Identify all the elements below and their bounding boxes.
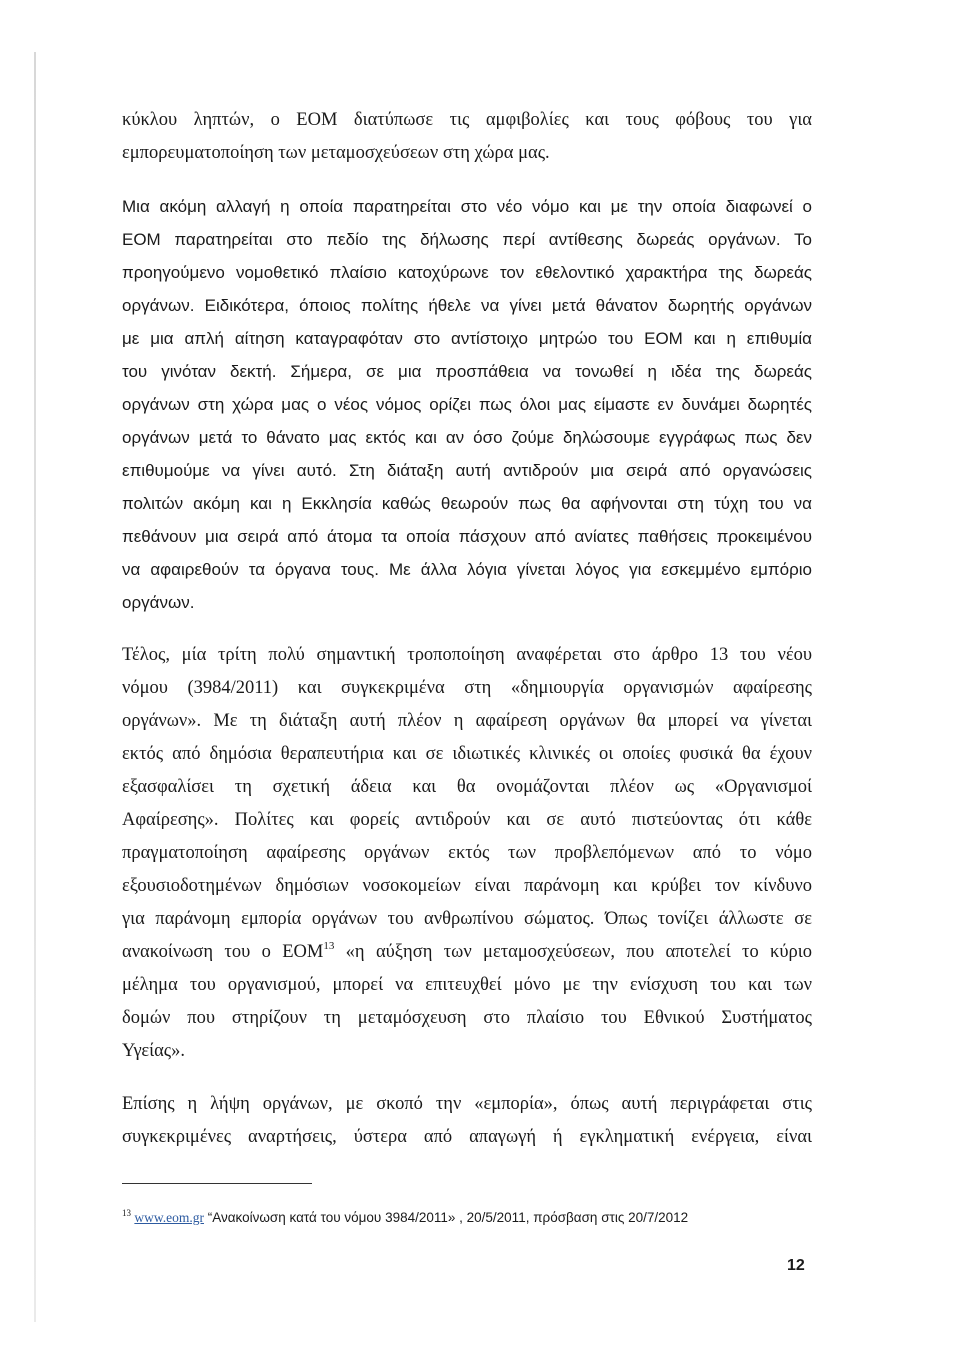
text-line: εξασφαλίσει τη σχετική άδεια και θα ονομάζονται πλέον ως «Οργανισμοί (122, 777, 812, 797)
footnote-link[interactable]: www.eom.gr (134, 1210, 204, 1225)
text-line: του γινόταν δεκτή. Σήμερα, σε μια προσπάθεια να τονωθεί η ιδέα της δωρεάς (122, 362, 812, 381)
paragraph-3 (122, 639, 812, 1068)
text-line: εμπορευματοποίηση των μεταμοσχεύσεων στη χώρα μας. (122, 143, 550, 163)
footnote-marker: 13 (122, 1208, 131, 1218)
footnote-reference[interactable]: 13 (323, 940, 335, 952)
text-line: ΕΟΜ παρατηρείται στο πεδίο της δήλωσης περί αντίθεσης δωρεάς οργάνων. Το (122, 230, 812, 249)
text-line: δομών που στηρίζουν τη μεταμόσχευση στο πλαίσιο του Εθνικού Συστήματος (122, 1008, 812, 1028)
text-line: εκτός από δημόσια θεραπευτήρια και σε ιδιωτικές κλινικές οι οποίες φυσικά θα έχουν (122, 744, 812, 764)
paragraph-1 (122, 104, 812, 170)
text-line: οργάνων μετά το θάνατο μας εκτός και αν όσο ζούμε δηλώσουμε εγγράφως πως δεν (122, 428, 812, 447)
text-line: Μια ακόμη αλλαγή η οποία παρατηρείται στο νέο νόμο και με την οποία διαφωνεί ο (122, 197, 812, 216)
page-number: 12 (787, 1257, 805, 1274)
paragraph-2 (122, 190, 812, 619)
footnote-text: “Ανακοίνωση κατά του νόμου 3984/2011» , 20/5/2011, πρόσβαση στις 20/7/2012 (203, 1210, 689, 1225)
text-line: οργάνων». Με τη διάταξη αυτή πλέον η αφαίρεση οργάνων θα μπορεί να γίνεται (122, 711, 812, 731)
text-fragment: ανακοίνωση του ο ΕΟΜ (122, 942, 324, 962)
text-line: Τέλος, μία τρίτη πολύ σημαντική τροποποίηση αναφέρεται στο άρθρο 13 του νέου (122, 645, 812, 665)
text-line: πραγματοποίηση αφαίρεσης οργάνων εκτός των προβλεπόμενων από το νόμο (122, 843, 812, 863)
text-line: οργάνων. Ειδικότερα, όποιος πολίτης ήθελε να γίνει μετά θάνατον δωρητής οργάνων (122, 296, 812, 315)
text-fragment: «η αύξηση των μεταμοσχεύσεων, που αποτελεί το κύριο (334, 942, 812, 962)
scan-edge-shadow (34, 52, 36, 1322)
text-line: με μια απλή αίτηση καταγραφόταν στο αντίστοιχο μητρώο του ΕΟΜ και η επιθυμία (122, 329, 812, 348)
text-line: Υγείας». (122, 1041, 185, 1061)
text-line: για παράνομη εμπορία οργάνων του ανθρωπίνου σώματος. Όπως τονίζει άλλωστε σε (122, 909, 812, 929)
text-line: οργάνων. (122, 593, 195, 612)
paragraph-4 (122, 1088, 812, 1154)
text-line-with-footnote-ref (122, 936, 812, 969)
text-line: πεθάνουν μια σειρά από άτομα τα οποία πάσχουν από ανίατες παθήσεις προκειμένου (122, 527, 812, 546)
text-line: Αφαίρεσης». Πολίτες και φορείς αντιδρούν και σε αυτό πιστεύοντας ότι κάθε (122, 810, 812, 830)
text-line: κύκλου ληπτών, ο ΕΟΜ διατύπωσε τις αμφιβολίες και τους φόβους του για (122, 110, 812, 130)
text-line: επιθυμούμε να γίνει αυτό. Στη διάταξη αυτή αντιδρούν μια σειρά από οργανώσεις (122, 461, 812, 480)
text-line: Επίσης η λήψη οργάνων, με σκοπό την «εμπορία», όπως αυτή περιγράφεται στις (122, 1094, 812, 1114)
text-line: προηγούμενο νομοθετικό πλαίσιο κατοχύρωνε τον εθελοντικό χαρακτήρα της δωρεάς (122, 263, 812, 282)
text-line: μέλημα του οργανισμού, μπορεί να επιτευχθεί μόνο με την ενίσχυση του και των (122, 975, 812, 995)
text-line: πολιτών ακόμη και η Εκκλησία καθώς θεωρούν πως θα αφήνονται στη τύχη του να (122, 494, 812, 513)
text-line: νόμου (3984/2011) και συγκεκριμένα στη «δημιουργία οργανισμών αφαίρεσης (122, 678, 812, 698)
text-line: να αφαιρεθούν τα όργανα τους. Με άλλα λόγια γίνεται λόγος για εσκεμμένο εμπόριο (122, 560, 812, 579)
text-line: συγκεκριμένες αναρτήσεις, ύστερα από απαγωγή ή εγκληματική ενέργεια, είναι (122, 1127, 812, 1147)
document-body (122, 104, 812, 1174)
text-line: οργάνων στη χώρα μας ο νέος νόμος ορίζει πως όλοι μας είμαστε εν δυνάμει δωρητές (122, 395, 812, 414)
footnote-separator (122, 1183, 312, 1184)
footnote (122, 1210, 688, 1226)
text-line: εξουσιοδοτημένων δημόσιων νοσοκομείων είναι παράνομη και κρύβει τον κίνδυνο (122, 876, 812, 896)
